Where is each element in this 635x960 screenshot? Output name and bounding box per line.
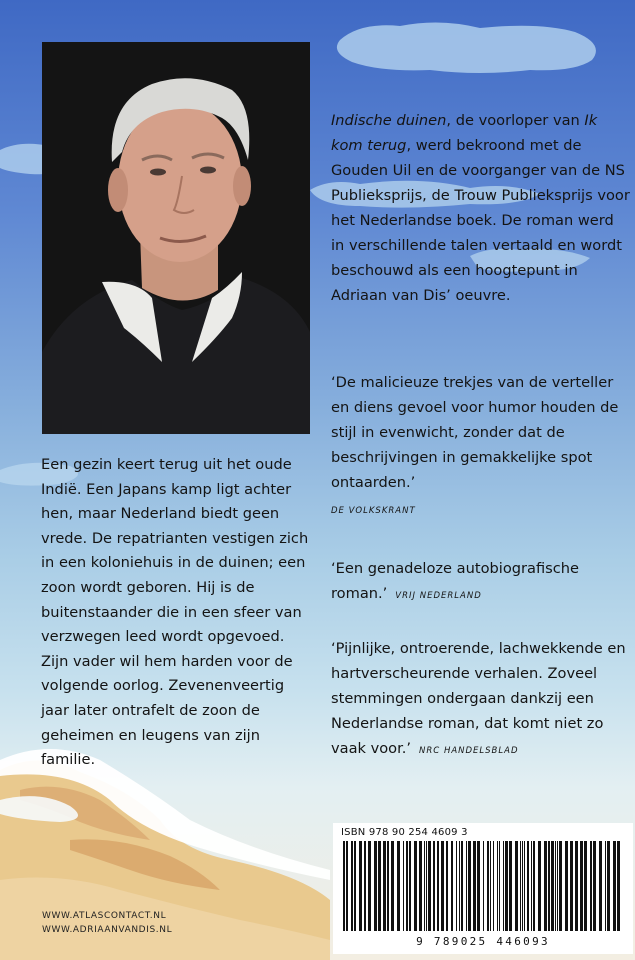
barcode-bar — [548, 841, 550, 931]
barcode-bar — [477, 841, 480, 931]
barcode-bar — [503, 841, 504, 931]
barcode-bar — [409, 841, 411, 931]
barcode-bar — [414, 841, 417, 931]
barcode-bar — [580, 841, 583, 931]
barcode-bar — [424, 841, 425, 931]
barcode-bar — [359, 841, 362, 931]
blurb-text: Een gezin keert terug uit het oude Indië. Een Japans kamp ligt achter hen, maar Nederland biedt geen vrede. De repatrianten vestigen zich in een koloniehuis in de duinen; een zoon wordt geboren. Hij is de buitenstaander die in een sfeer van verzwegen leed wordt opgevoed. Zijn vader wil hem harden voor de volgende oorlog. Zevenenveertig jaar later ontrafelt de zoon de geheimen en leugens van zijn familie. — [41, 456, 309, 769]
barcode-bar — [468, 841, 471, 931]
book-title: Ik kom terug — [331, 112, 598, 154]
review-quote — [331, 556, 631, 609]
barcode-bar — [584, 841, 587, 931]
barcode-bar — [590, 841, 592, 931]
ean-number: 9 789025 446093 — [416, 935, 550, 948]
barcode-bar — [378, 841, 381, 931]
barcode-bar — [599, 841, 602, 931]
barcode-box — [333, 823, 633, 954]
barcode-bar — [544, 841, 547, 931]
website-link[interactable]: WWW.ATLASCONTACT.NL — [42, 911, 167, 921]
barcode-bar — [397, 841, 400, 931]
barcode-bar — [551, 841, 554, 931]
barcode-bar — [533, 841, 535, 931]
barcode-bar — [483, 841, 484, 931]
barcode-bar — [520, 841, 521, 931]
quote-source: NRC HANDELSBLAD — [419, 746, 519, 756]
barcode-bar — [499, 841, 500, 931]
barcode-bar — [531, 841, 532, 931]
barcode-bar — [433, 841, 435, 931]
barcode-bar — [466, 841, 467, 931]
barcode-bar — [374, 841, 377, 931]
book-blurb — [41, 453, 311, 773]
intro-text: , werd bekroond met de Gouden Uil en de voorganger van de NS Publieksprijs, de Trouw Publieksprijs voor het Nederlandse boek. De roman werd in verschillende talen vertaald en wordt beschouwd als een hoogtepunt in Adriaan van Dis’ oeuvre. — [331, 137, 630, 304]
barcode-bar — [509, 841, 512, 931]
quote-text: ‘Pijnlijke, ontroerende, lachwekkende en hartverscheurende verhalen. Zoveel stemmingen ondergaan dankzij een Nederlandse roman, dat komt niet zo vaak voor.’ — [331, 640, 626, 757]
barcode-bar — [559, 841, 562, 931]
website-link[interactable]: WWW.ADRIAANVANDIS.NL — [42, 925, 173, 935]
barcode-bar — [368, 841, 371, 931]
barcode-bar — [555, 841, 556, 931]
barcode-bar — [557, 841, 558, 931]
barcode-bar — [419, 841, 422, 931]
review-quote — [331, 636, 631, 764]
barcode-bar — [605, 841, 606, 931]
barcode-bar — [570, 841, 573, 931]
barcode-bar — [473, 841, 476, 931]
barcode-bar — [493, 841, 494, 931]
barcode-bar — [428, 841, 431, 931]
cloud-shape — [337, 22, 596, 73]
quote-source: DE VOLKSKRANT — [331, 506, 416, 516]
barcode-bar — [613, 841, 616, 931]
barcode-bar — [487, 841, 489, 931]
barcode-bar — [354, 841, 356, 931]
eye — [200, 167, 216, 174]
barcode-bar — [451, 841, 453, 931]
barcode-bar — [515, 841, 518, 931]
quote-source: VRIJ NEDERLAND — [395, 591, 482, 601]
barcode-bar — [437, 841, 439, 931]
barcode-bar — [459, 841, 460, 931]
barcode-bar — [593, 841, 596, 931]
barcode-bar — [461, 841, 463, 931]
barcode-bar — [351, 841, 353, 931]
barcode-bar — [497, 841, 498, 931]
barcode-bar — [527, 841, 529, 931]
author-photo — [42, 42, 310, 434]
barcode-bar — [538, 841, 541, 931]
barcode-bar — [524, 841, 525, 931]
barcode-bar — [426, 841, 427, 931]
intro-text: , de voorloper van — [446, 112, 580, 129]
barcode-bar — [617, 841, 620, 931]
ear-shape — [233, 166, 251, 206]
barcode-bars — [339, 841, 627, 935]
isbn-label: ISBN 978 90 254 4609 3 — [341, 827, 468, 838]
barcode-bar — [565, 841, 568, 931]
barcode-bar — [346, 841, 348, 931]
barcode-bar — [343, 841, 345, 931]
eye — [150, 169, 166, 176]
book-title: Indische duinen — [331, 112, 447, 129]
barcode-bar — [522, 841, 523, 931]
publisher-websites — [42, 909, 172, 937]
barcode-bar — [406, 841, 408, 931]
barcode-bar — [387, 841, 389, 931]
barcode-bar — [441, 841, 444, 931]
barcode-bar — [364, 841, 366, 931]
barcode-bar — [391, 841, 394, 931]
review-quote — [331, 370, 631, 524]
barcode-bar — [607, 841, 610, 931]
quote-text: ‘Een genadeloze autobiografische roman.’ — [331, 560, 580, 602]
ear-shape — [108, 168, 128, 212]
barcode-bar — [403, 841, 404, 931]
barcode-bar — [446, 841, 448, 931]
barcode-bar — [383, 841, 386, 931]
barcode-bar — [490, 841, 491, 931]
intro-paragraph — [331, 108, 631, 308]
quote-text: ‘De malicieuze trekjes van de verteller en diens gevoel voor humor houden de stijl in evenwicht, zonder dat de beschrijvingen in gemakkelijke spot ontaarden.’ — [331, 374, 619, 491]
barcode-bar — [575, 841, 578, 931]
barcode-bar — [456, 841, 457, 931]
barcode-bar — [505, 841, 508, 931]
